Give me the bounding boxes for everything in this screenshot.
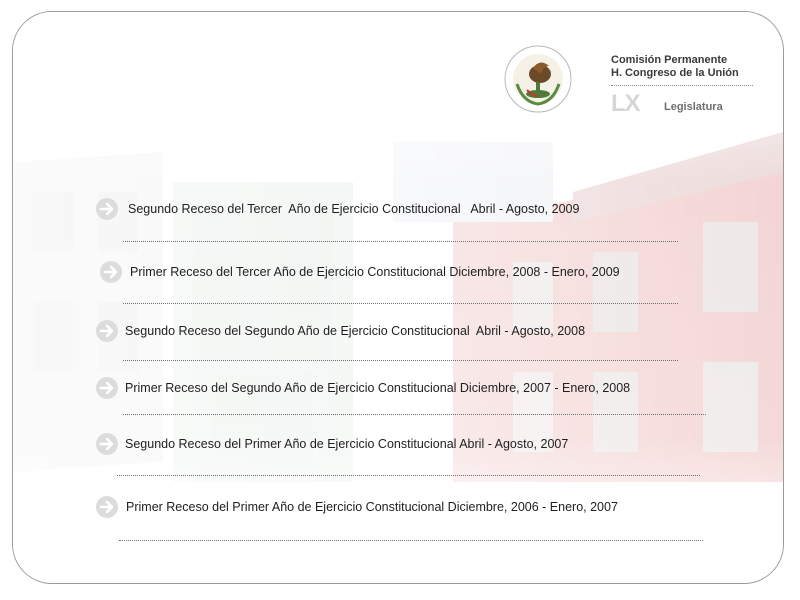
arrow-right-icon xyxy=(95,197,119,221)
receso-link[interactable]: Primer Receso del Segundo Año de Ejercicio Constitucional Diciembre, 2007 - Enero, 2008 xyxy=(125,381,631,395)
arrow-right-icon xyxy=(95,432,119,456)
receso-link[interactable]: Segundo Receso del Tercer Año de Ejercicio Constitucional Abril - Agosto, 2009 xyxy=(128,202,580,216)
legislatura-label: Legislatura xyxy=(664,101,723,113)
receso-link[interactable]: Segundo Receso del Segundo Año de Ejercicio Constitucional Abril - Agosto, 2008 xyxy=(125,324,586,338)
row-divider xyxy=(123,360,678,361)
arrow-right-icon xyxy=(95,319,119,343)
lx-mark: LX xyxy=(611,90,640,117)
receso-item[interactable] xyxy=(95,432,705,488)
row-divider xyxy=(117,475,700,476)
org-line-2: H. Congreso de la Unión xyxy=(611,67,739,79)
receso-item[interactable] xyxy=(95,260,705,316)
row-divider xyxy=(123,303,678,304)
row-divider xyxy=(119,540,703,541)
receso-item[interactable] xyxy=(95,197,705,253)
receso-link[interactable]: Primer Receso del Tercer Año de Ejercicio Constitucional Diciembre, 2008 - Enero, 2009 xyxy=(130,265,620,279)
receso-item[interactable] xyxy=(95,376,705,432)
receso-link[interactable]: Primer Receso del Primer Año de Ejercicio Constitucional Diciembre, 2006 - Enero, 2007 xyxy=(126,500,618,514)
row-divider xyxy=(123,414,706,415)
org-line-1: Comisión Permanente xyxy=(611,54,728,66)
receso-item[interactable] xyxy=(95,495,705,551)
row-divider xyxy=(123,241,678,242)
receso-item[interactable] xyxy=(95,319,705,375)
receso-link[interactable]: Segundo Receso del Primer Año de Ejercicio Constitucional Abril - Agosto, 2007 xyxy=(125,437,569,451)
arrow-right-icon xyxy=(95,376,119,400)
arrow-right-icon xyxy=(99,260,123,284)
arrow-right-icon xyxy=(95,495,119,519)
